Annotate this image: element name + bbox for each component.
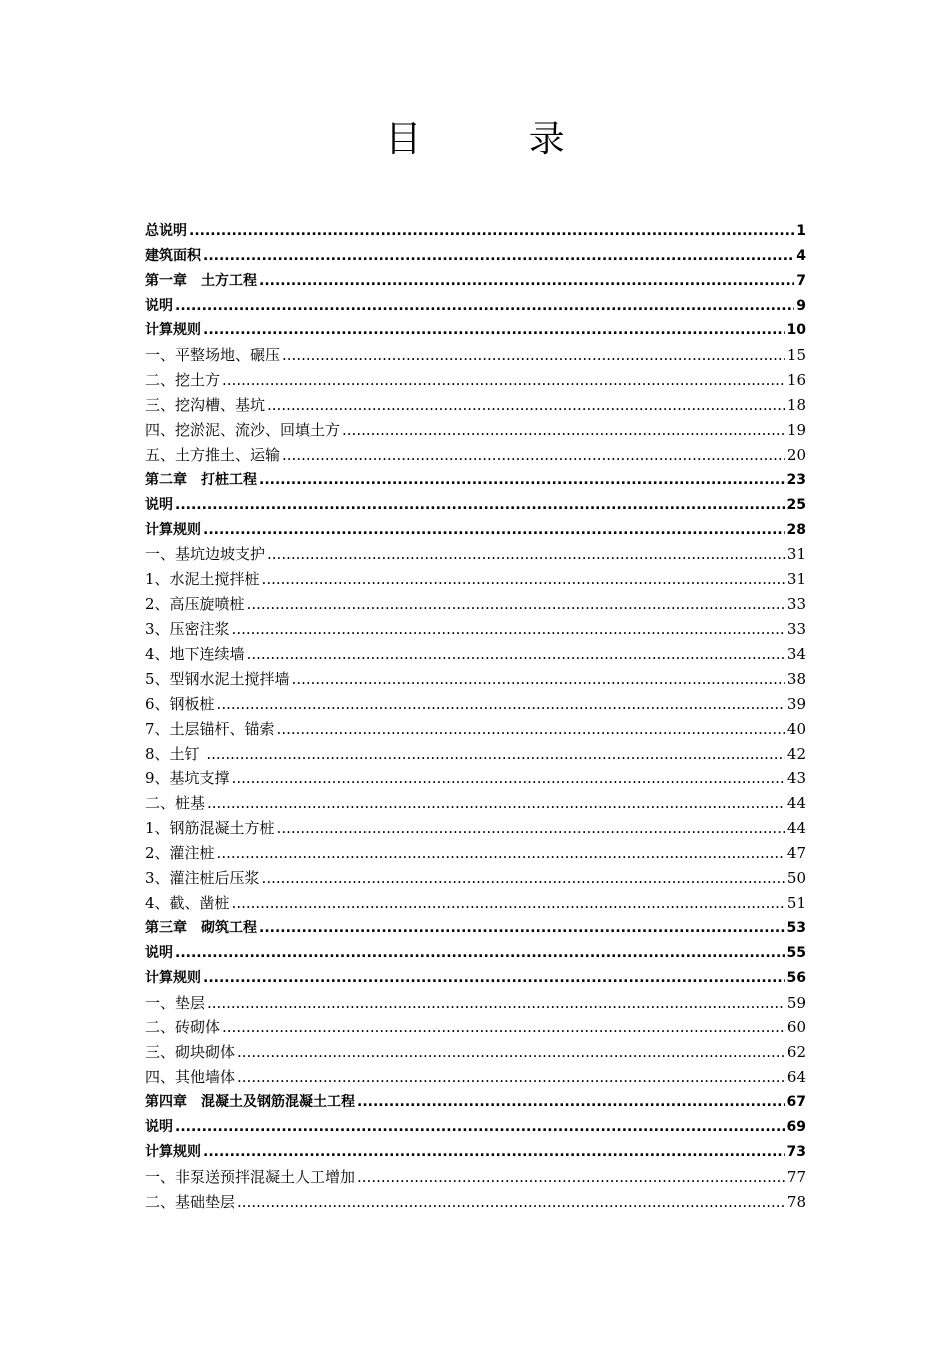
toc-entry-label: 二、挖土方	[145, 371, 221, 390]
toc-entry-page-number: 62	[786, 1043, 806, 1062]
toc-entry-page-number: 39	[786, 694, 806, 713]
dot-leader	[259, 918, 785, 938]
toc-entry[interactable]	[145, 664, 806, 689]
toc-entry[interactable]	[145, 988, 806, 1013]
dot-leader	[203, 968, 785, 988]
dot-leader	[175, 943, 785, 963]
toc-entry-page-number: 51	[786, 893, 806, 912]
dot-leader	[259, 271, 794, 291]
toc-entry[interactable]	[145, 1137, 806, 1162]
toc-entry[interactable]	[145, 589, 806, 614]
toc-entry[interactable]	[145, 515, 806, 540]
toc-entry[interactable]	[145, 739, 806, 764]
toc-entry[interactable]	[145, 764, 806, 789]
dot-leader	[282, 345, 785, 365]
toc-entry[interactable]	[145, 938, 806, 963]
toc-entry-page-number: 69	[786, 1118, 806, 1135]
toc-entry-label: 2、高压旋喷桩	[145, 595, 245, 614]
toc-entry-page-number: 18	[786, 396, 806, 415]
toc-entry-label: 3、压密注浆	[145, 620, 230, 639]
dot-leader	[237, 1042, 785, 1062]
toc-entry-label: 说明	[145, 1118, 173, 1135]
toc-entry-label: 四、挖淤泥、流沙、回填土方	[145, 421, 341, 440]
toc-entry-label: 三、砌块砌体	[145, 1043, 236, 1062]
toc-entry-label: 说明	[145, 297, 173, 314]
toc-entry-label: 4、截、凿桩	[145, 893, 230, 912]
dot-leader	[203, 320, 785, 340]
toc-entry-page-number: 67	[786, 1094, 806, 1111]
dot-leader	[277, 719, 785, 739]
toc-entry-page-number: 50	[786, 869, 806, 888]
toc-entry-label: 第一章 土方工程	[145, 272, 257, 289]
toc-entry-label: 计算规则	[145, 1143, 201, 1160]
toc-entry-label: 7、土层锚杆、锚索	[145, 719, 275, 738]
toc-entry[interactable]	[145, 365, 806, 390]
dot-leader	[262, 868, 785, 888]
toc-entry-label: 说明	[145, 944, 173, 961]
toc-entry[interactable]	[145, 888, 806, 913]
toc-entry[interactable]	[145, 863, 806, 888]
toc-entry-label: 五、土方推土、运输	[145, 445, 281, 464]
toc-entry-page-number: 40	[786, 719, 806, 738]
toc-entry[interactable]	[145, 1013, 806, 1038]
toc-entry-label: 计算规则	[145, 521, 201, 538]
table-of-contents	[145, 216, 806, 1212]
toc-entry-label: 一、平整场地、碾压	[145, 346, 281, 365]
toc-entry-label: 一、垫层	[145, 993, 206, 1012]
toc-entry[interactable]	[145, 241, 806, 266]
toc-entry[interactable]	[145, 639, 806, 664]
dot-leader	[175, 495, 785, 515]
toc-entry-label: 8、土钉	[145, 744, 205, 763]
dot-leader	[175, 296, 794, 316]
dot-leader	[222, 370, 785, 390]
toc-entry-page-number: 34	[786, 645, 806, 664]
toc-entry-page-number: 9	[796, 297, 806, 314]
toc-entry-page-number: 64	[786, 1068, 806, 1087]
toc-entry-label: 一、基坑边坡支护	[145, 545, 266, 564]
dot-leader	[357, 1092, 785, 1112]
toc-entry-page-number: 23	[786, 471, 806, 488]
toc-entry[interactable]	[145, 689, 806, 714]
toc-entry-page-number: 59	[786, 993, 806, 1012]
toc-entry-page-number: 44	[786, 794, 806, 813]
dot-leader	[277, 818, 785, 838]
toc-entry-label: 第二章 打桩工程	[145, 471, 257, 488]
dot-leader	[267, 395, 785, 415]
toc-entry-page-number: 53	[786, 919, 806, 936]
toc-entry-label: 5、型钢水泥土搅拌墙	[145, 669, 290, 688]
dot-leader	[267, 544, 785, 564]
dot-leader	[237, 1192, 785, 1212]
toc-entry-page-number: 56	[786, 969, 806, 986]
dot-leader	[342, 420, 785, 440]
toc-entry-page-number: 7	[796, 272, 806, 289]
toc-entry[interactable]	[145, 1162, 806, 1187]
toc-entry[interactable]	[145, 1037, 806, 1062]
toc-entry[interactable]	[145, 838, 806, 863]
dot-leader	[189, 221, 794, 241]
toc-entry[interactable]	[145, 266, 806, 291]
toc-entry[interactable]	[145, 540, 806, 565]
toc-entry[interactable]	[145, 714, 806, 739]
dot-leader	[207, 993, 785, 1013]
toc-entry-label: 4、地下连续墙	[145, 645, 245, 664]
toc-entry-page-number: 28	[786, 521, 806, 538]
toc-entry-page-number: 4	[796, 247, 806, 264]
toc-entry-label: 三、挖沟槽、基坑	[145, 396, 266, 415]
toc-entry[interactable]	[145, 465, 806, 490]
dot-leader	[282, 445, 785, 465]
dot-leader	[206, 744, 785, 764]
toc-entry[interactable]	[145, 316, 806, 341]
toc-entry[interactable]	[145, 415, 806, 440]
toc-entry-page-number: 55	[786, 944, 806, 961]
toc-entry-label: 说明	[145, 496, 173, 513]
toc-entry[interactable]	[145, 1087, 806, 1112]
toc-entry[interactable]	[145, 291, 806, 316]
dot-leader	[217, 843, 785, 863]
toc-entry-page-number: 25	[786, 496, 806, 513]
toc-entry-label: 四、其他墙体	[145, 1068, 236, 1087]
dot-leader	[203, 246, 794, 266]
dot-leader	[232, 619, 785, 639]
toc-entry-label: 计算规则	[145, 969, 201, 986]
toc-entry-label: 6、钢板桩	[145, 694, 215, 713]
toc-entry[interactable]	[145, 564, 806, 589]
toc-entry[interactable]	[145, 913, 806, 938]
toc-entry-label: 总说明	[145, 222, 187, 239]
toc-entry[interactable]	[145, 340, 806, 365]
toc-entry-page-number: 20	[786, 445, 806, 464]
toc-entry-page-number: 19	[786, 421, 806, 440]
toc-entry-page-number: 15	[786, 346, 806, 365]
toc-entry-page-number: 31	[786, 570, 806, 589]
toc-entry-label: 建筑面积	[145, 247, 201, 264]
toc-entry-label: 第三章 砌筑工程	[145, 919, 257, 936]
toc-entry[interactable]	[145, 1187, 806, 1212]
dot-leader	[207, 793, 785, 813]
toc-entry-label: 二、桩基	[145, 794, 206, 813]
toc-entry-label: 计算规则	[145, 322, 201, 339]
toc-entry[interactable]	[145, 614, 806, 639]
toc-entry-page-number: 47	[786, 844, 806, 863]
toc-entry-label: 二、砖砌体	[145, 1018, 221, 1037]
toc-entry-label: 2、灌注桩	[145, 844, 215, 863]
toc-entry-page-number: 78	[786, 1192, 806, 1211]
toc-entry-label: 1、水泥土搅拌桩	[145, 570, 260, 589]
toc-entry-page-number: 77	[786, 1167, 806, 1186]
toc-entry[interactable]	[145, 1062, 806, 1087]
toc-entry-page-number: 16	[786, 371, 806, 390]
dot-leader	[262, 569, 785, 589]
page-title: 目 录	[385, 119, 613, 160]
toc-entry[interactable]	[145, 963, 806, 988]
toc-entry-label: 第四章 混凝土及钢筋混凝土工程	[145, 1094, 355, 1111]
toc-entry-label: 一、非泵送预拌混凝土人工增加	[145, 1167, 356, 1186]
toc-entry-page-number: 1	[796, 222, 806, 239]
dot-leader	[237, 1067, 785, 1087]
dot-leader	[232, 768, 785, 788]
toc-entry-page-number: 10	[786, 322, 806, 339]
toc-entry[interactable]	[145, 813, 806, 838]
toc-entry-label: 3、灌注桩后压浆	[145, 869, 260, 888]
toc-entry-label: 二、基础垫层	[145, 1192, 236, 1211]
toc-entry-page-number: 33	[786, 595, 806, 614]
dot-leader	[175, 1117, 785, 1137]
toc-entry[interactable]	[145, 788, 806, 813]
toc-entry-page-number: 38	[786, 669, 806, 688]
toc-entry[interactable]	[145, 390, 806, 415]
toc-entry-page-number: 31	[786, 545, 806, 564]
toc-entry-page-number: 43	[786, 769, 806, 788]
toc-entry-label: 9、基坑支撑	[145, 769, 230, 788]
dot-leader	[217, 694, 785, 714]
toc-entry-page-number: 44	[786, 819, 806, 838]
toc-entry-page-number: 60	[786, 1018, 806, 1037]
toc-entry-page-number: 42	[786, 744, 806, 763]
toc-entry-label: 1、钢筋混凝土方桩	[145, 819, 275, 838]
toc-entry[interactable]	[145, 440, 806, 465]
toc-entry[interactable]	[145, 490, 806, 515]
toc-entry[interactable]	[145, 216, 806, 241]
dot-leader	[247, 644, 785, 664]
toc-entry-page-number: 73	[786, 1143, 806, 1160]
dot-leader	[203, 520, 785, 540]
dot-leader	[232, 893, 785, 913]
toc-entry[interactable]	[145, 1112, 806, 1137]
dot-leader	[259, 470, 785, 490]
toc-entry-page-number: 33	[786, 620, 806, 639]
dot-leader	[357, 1167, 785, 1187]
dot-leader	[247, 594, 785, 614]
dot-leader	[292, 669, 785, 689]
dot-leader	[222, 1017, 785, 1037]
dot-leader	[203, 1142, 785, 1162]
